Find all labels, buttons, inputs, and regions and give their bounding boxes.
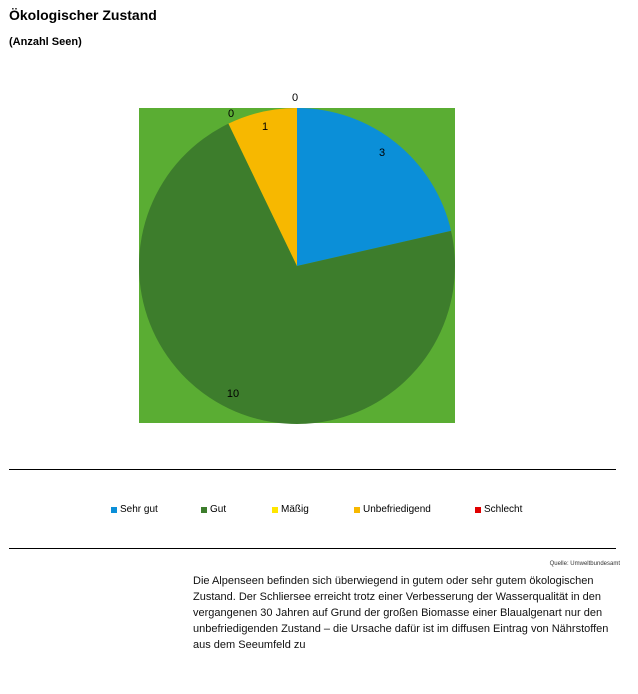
chart-subtitle: (Anzahl Seen) xyxy=(9,36,82,48)
legend-label-sehr-gut: Sehr gut xyxy=(120,504,158,515)
legend-item-schlecht xyxy=(475,504,522,515)
data-label-gut: 10 xyxy=(226,388,240,400)
body-paragraph: Die Alpenseen befinden sich überwiegend in gutem oder sehr gutem ökologischen Zustand. Der Schliersee erreicht trotz einer Verbesserung der Wasserqualität in den vergangenen 30 Jahren auf Grund der großen Biomasse einer Blaualgenart nur den unbefriedigenden Zustand – die Ursache dafür ist im diffusen Eintrag von Nährstoffen aus dem Seeumfeld zu xyxy=(193,575,609,651)
legend-swatch-gut xyxy=(201,507,207,513)
legend-item-unbefriedigend xyxy=(354,504,431,515)
legend-item-maessig xyxy=(272,504,309,515)
legend-swatch-sehr-gut xyxy=(111,507,117,513)
data-label-schlecht: 0 xyxy=(291,92,299,104)
source-note: Quelle: Umweltbundesamt xyxy=(549,561,620,567)
legend-swatch-unbefriedigend xyxy=(354,507,360,513)
chart-title: Ökologischer Zustand xyxy=(9,7,157,23)
bottom-divider xyxy=(9,548,616,549)
legend-swatch-schlecht xyxy=(475,507,481,513)
data-label-maessig: 0 xyxy=(227,108,235,120)
legend-swatch-maessig xyxy=(272,507,278,513)
legend-label-unbefriedigend: Unbefriedigend xyxy=(363,504,431,515)
legend-label-schlecht: Schlecht xyxy=(484,504,523,515)
legend-item-sehr-gut xyxy=(111,504,158,515)
data-label-sehr-gut: 3 xyxy=(378,147,386,159)
legend-label-gut: Gut xyxy=(210,504,227,515)
legend-item-gut xyxy=(201,504,226,515)
top-divider xyxy=(9,469,616,470)
legend-label-maessig: Mäßig xyxy=(281,504,309,515)
data-label-unbefriedigend: 1 xyxy=(261,121,269,133)
legend xyxy=(0,504,638,520)
